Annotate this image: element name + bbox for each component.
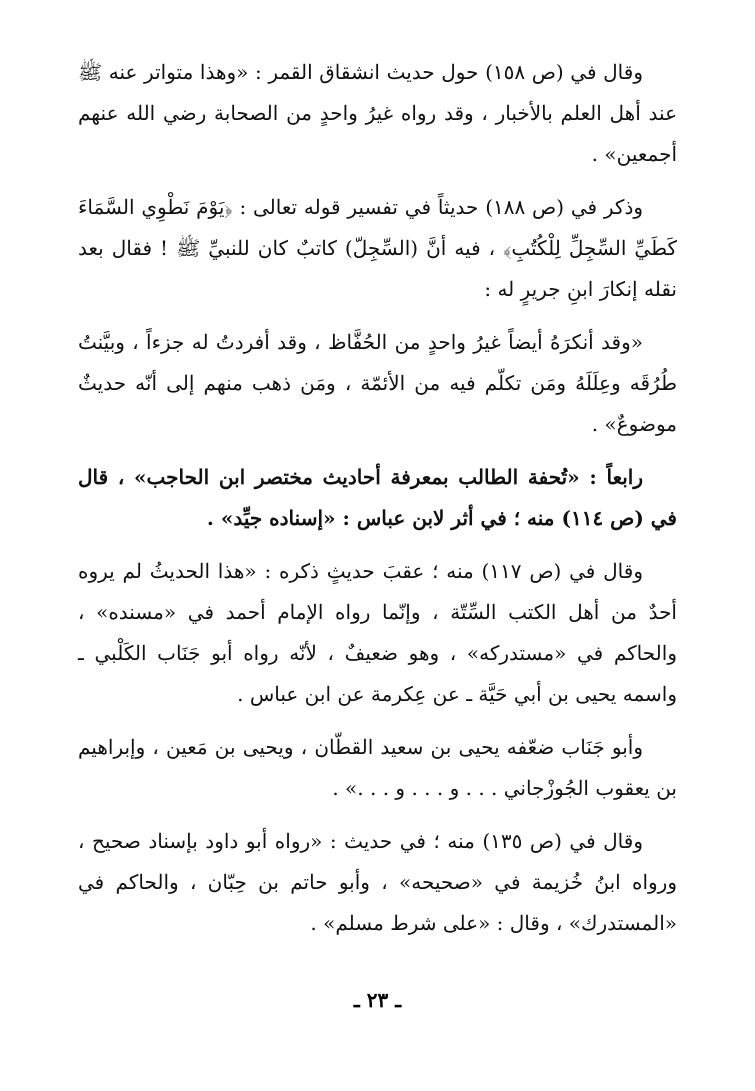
page-number: ـ ٢٣ ـ xyxy=(353,988,402,1012)
paragraph-hadith-117: وقال في (ص ١١٧) منه ؛ عقبَ حديثٍ ذكره : «هذا الحديثُ لم يروه أحدٌ من أهل الكتب السِّتّة ، وإنّما رواه الإمام أحمد في «مسنده» ، والحاكم في «مستدركه» ، وهو ضعيفٌ ، لأنّه رواه أبو جَنَاب الكَلْبي ـ واسمه يحيى بن أبي حَيَّة ـ عن عِكرمة عن ابن عباس . xyxy=(78,559,677,706)
paragraph-abu-janab: وأبو جَنَاب ضعّفه يحيى بن سعيد القطّان ، ويحيى بن مَعين ، وإبراهيم بن يعقوب الجُوزْجاني . . . و . . . و . . .» . xyxy=(78,735,677,800)
paragraph-fourth-book xyxy=(78,457,677,539)
section-lead: رابعاً : xyxy=(589,465,643,489)
section-lead-text: «تُحفة الطالب بمعرفة أحاديث مختصر ابن الحاجب» ، قال في (ص ١١٤) منه ؛ في أثر لابن عباس : «إسناده جيِّد» . xyxy=(78,465,677,530)
paragraph-moon-splitting: وقال في (ص ١٥٨) حول حديث انشقاق القمر : «وهذا متواتر عنه ﷺ عند أهل العلم بالأخبار ، وقد رواه غيرُ واحدٍ من الصحابة رضي الله عنهم أجمعين» . xyxy=(78,60,677,166)
paragraph-hadith-135: وقال في (ص ١٣٥) منه ؛ في حديث : «رواه أبو داود بإسناد صحيح ، ورواه ابنُ خُزيمة في «صحيحه» ، وأبو حاتم بن حِبّان ، والحاكم في «المستدرك» ، وقال : «على شرط مسلم» . xyxy=(78,829,677,935)
paragraph-sijill-verse: وذكر في (ص ١٨٨) حديثاً في تفسير قوله تعالى : ﴿يَوْمَ نَطْوِي السَّمَاءَ كَطَيِّ السِّجِلِّ لِلْكُتُبِ﴾ ، فيه أنَّ (السِّجِلّ) كاتبٌ كان للنبيِّ ﷺ ! فقال بعد نقله إنكارَ ابنِ جريرٍ له : xyxy=(78,195,677,301)
paragraph-sijill-quote: «وقد أنكرَهُ أيضاً غيرُ واحدٍ من الحُفَّاظ ، وقد أفردتُ له جزءاً ، وبيَّنتُ طُرُقَه وعِلَلَهُ ومَن تكلّم فيه من الأئمّة ، ومَن ذهب منهم إلى أنّه حديثٌ موضوعٌ» . xyxy=(78,330,677,436)
